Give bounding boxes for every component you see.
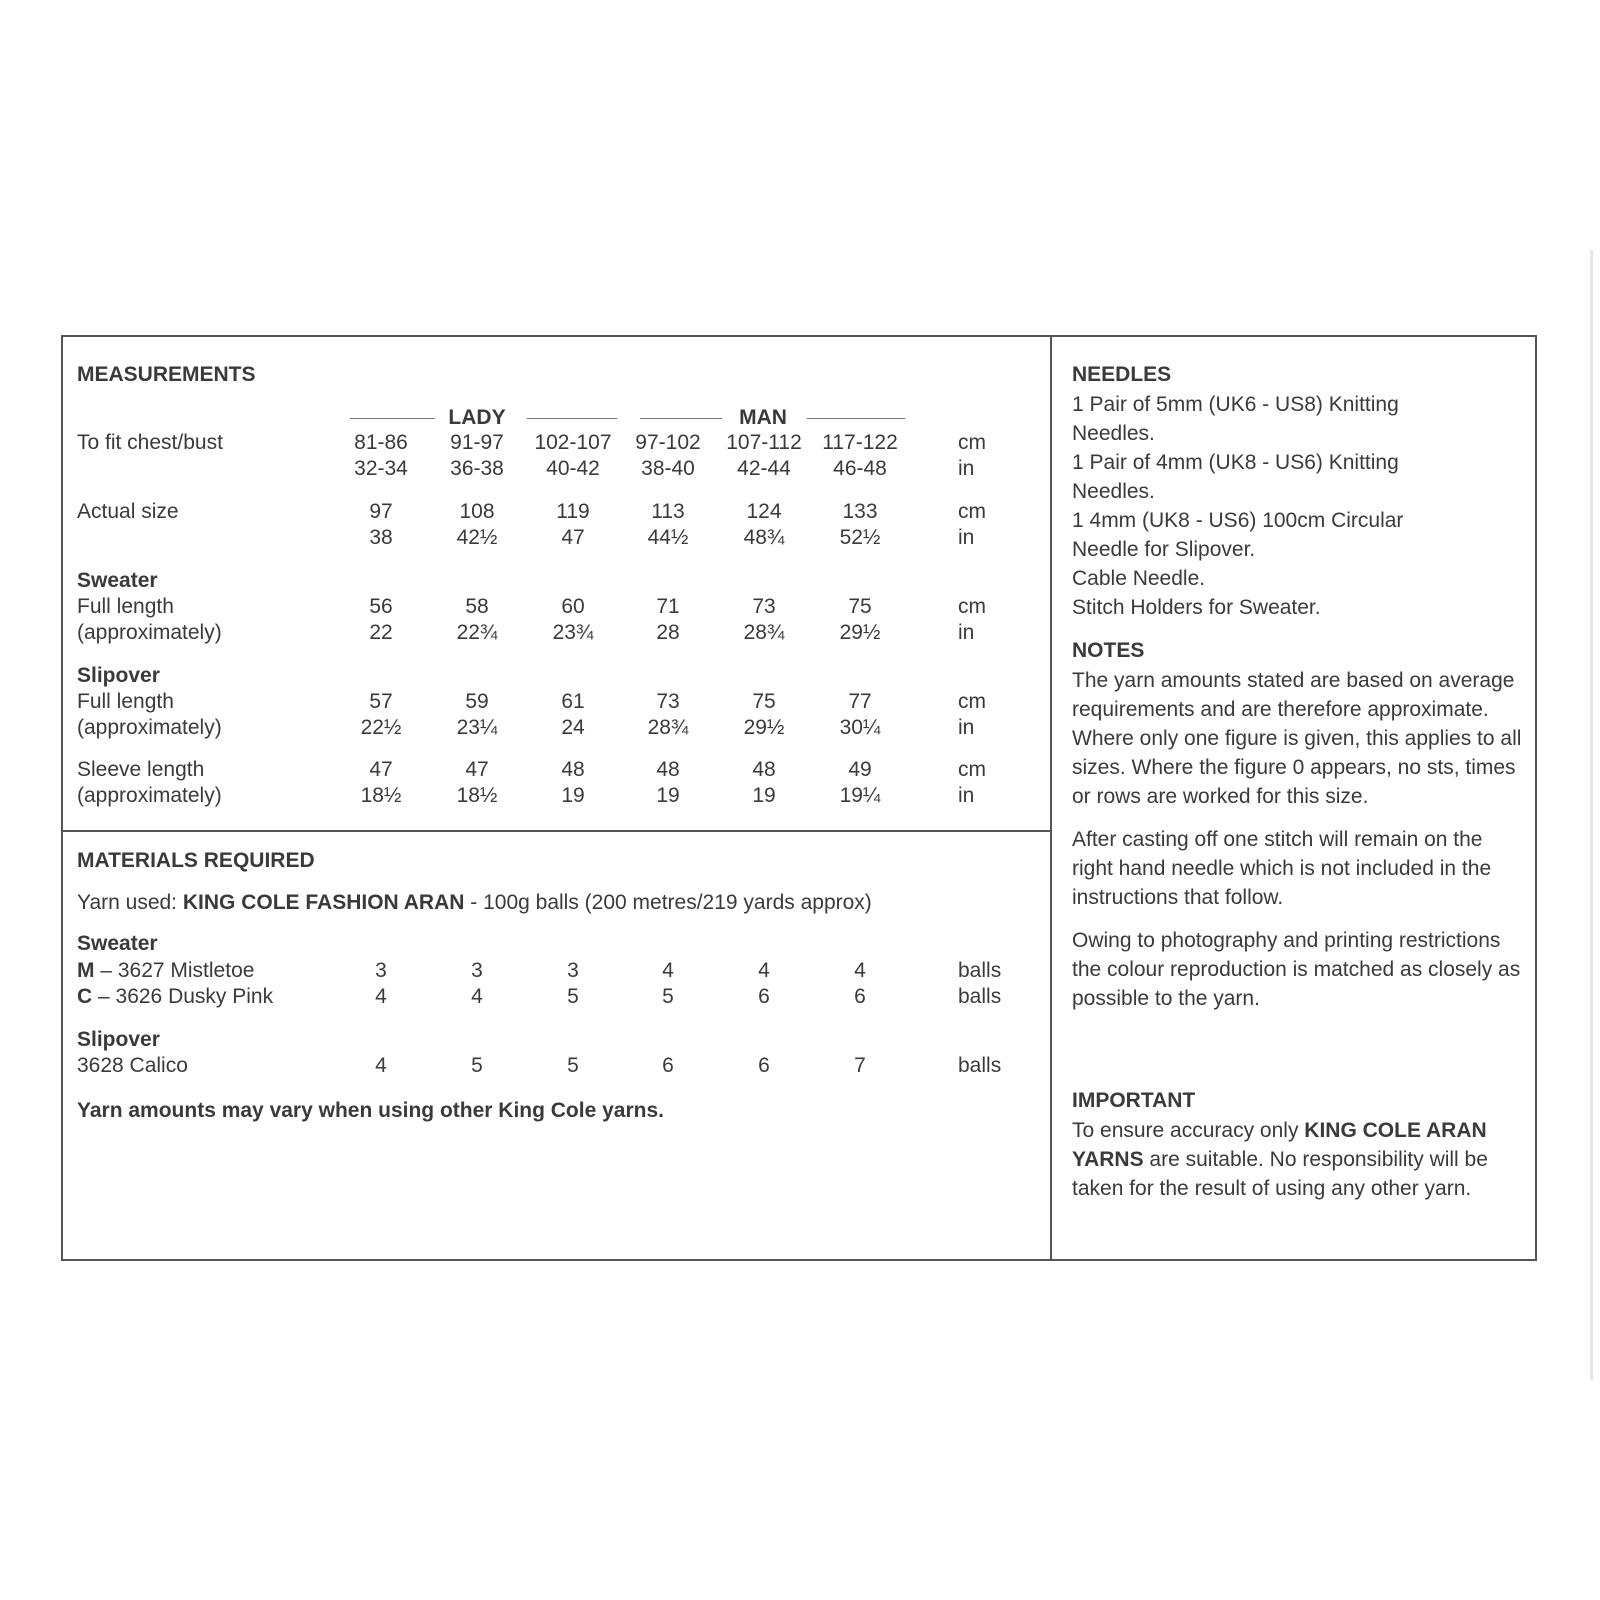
mistletoe-balls: 4 [758,959,770,982]
balls-unit: balls [958,1054,1002,1077]
dusky-pink-balls: 4 [375,985,387,1008]
balls-unit: balls [958,985,1002,1008]
in-value: 23¾ [552,621,594,644]
yarn-spec: - 100g balls (200 metres/219 yards approx) [464,891,872,914]
in-unit: in [958,784,975,807]
dusky-pink-balls: 6 [854,985,866,1008]
man-group-label: MAN [739,406,787,429]
column-divider [1050,335,1052,1261]
dusky-pink-balls: 4 [471,985,483,1008]
cm-value: 97-102 [635,431,701,454]
important-pre: To ensure accuracy only [1072,1119,1305,1142]
needle-line: 1 4mm (UK8 - US6) 100cm Circular [1072,509,1404,532]
in-unit: in [958,457,975,480]
cm-value: 108 [459,500,495,523]
in-value: 29½ [743,716,785,739]
in-value: 22¾ [456,621,498,644]
cm-value: 133 [842,500,878,523]
cm-value: 102-107 [534,431,612,454]
in-value: 47 [561,526,585,549]
cm-value: 47 [465,758,489,781]
cm-value: 73 [656,690,680,713]
needle-line: 1 Pair of 5mm (UK6 - US8) Knitting [1072,393,1399,416]
in-unit: in [958,716,975,739]
measurements-title: MEASUREMENTS [77,363,256,386]
mistletoe-balls: 3 [375,959,387,982]
cm-value: 61 [561,690,585,713]
yarn-name: KING COLE FASHION ARAN [182,891,465,914]
dusky-pink-balls: 5 [567,985,579,1008]
in-value: 28 [656,621,680,644]
slipover-yarn-heading: Slipover [77,1028,160,1051]
cm-value: 56 [369,595,393,618]
cm-value: 73 [752,595,776,618]
cm-value: 81-86 [354,431,408,454]
cm-value: 124 [746,500,782,523]
important-brand: KING COLE ARAN YARNS [1072,1119,1487,1171]
needle-line: Needle for Slipover. [1072,538,1256,561]
needle-line: Cable Needle. [1072,567,1206,590]
calico-balls: 5 [471,1054,483,1077]
cm-value: 48 [656,758,680,781]
in-value: 52½ [839,526,881,549]
needle-line: Needles. [1072,422,1155,445]
sweater-yarn-heading: Sweater [77,932,158,955]
yarn-used-line [77,890,872,916]
row-label-qualifier: (approximately) [77,716,222,739]
in-value: 40-42 [546,457,600,480]
notes-body [1072,666,1522,1013]
yarn-variation-note: Yarn amounts may vary when using other King Cole yarns. [77,1099,664,1122]
in-value: 24 [561,716,585,739]
in-value: 38 [369,526,393,549]
cm-value: 91-97 [450,431,504,454]
calico-balls: 6 [662,1054,674,1077]
cm-value: 48 [752,758,776,781]
in-value: 42½ [456,526,498,549]
mistletoe-text: – 3627 Mistletoe [94,959,255,982]
cm-value: 60 [561,595,585,618]
calico-balls: 4 [375,1054,387,1077]
lady-rule-left [350,418,435,419]
in-value: 48¾ [743,526,785,549]
cm-value: 57 [369,690,393,713]
cm-value: 75 [752,690,776,713]
notes-paragraph-1: The yarn amounts stated are based on average requirements and are therefore approximate. Where only one figure is given, this applies to all sizes. Where the figure 0 appears, no sts, times or rows are worked for this size. [1072,669,1522,808]
cm-value: 107-112 [726,431,802,454]
notes-title: NOTES [1072,639,1145,662]
in-value: 19 [752,784,776,807]
needles-title: NEEDLES [1072,363,1172,386]
mistletoe-balls: 4 [662,959,674,982]
needle-line: Needles. [1072,480,1155,503]
cm-value: 113 [651,500,685,523]
in-value: 42-44 [737,457,791,480]
contrast-colour-code: C [77,985,93,1008]
calico-balls: 5 [567,1054,579,1077]
in-value: 22½ [360,716,402,739]
main-colour-code: M [77,959,95,982]
notes-paragraph-2: After casting off one stitch will remain on the right hand needle which is not included in the instructions that follow. [1072,828,1492,909]
dusky-pink-text: – 3626 Dusky Pink [92,985,274,1008]
needle-line: Stitch Holders for Sweater. [1072,596,1321,619]
man-rule-right [807,418,905,419]
cm-value: 119 [556,500,590,523]
row-label: To fit chest/bust [77,431,223,454]
cm-value: 58 [465,595,489,618]
dusky-pink-balls: 5 [662,985,674,1008]
in-value: 44½ [647,526,689,549]
cm-value: 117-122 [822,431,898,454]
in-value: 19 [656,784,680,807]
mistletoe-label [77,958,254,984]
in-value: 30¼ [839,716,881,739]
in-value: 18½ [456,784,498,807]
cm-value: 97 [369,500,393,523]
in-value: 36-38 [450,457,504,480]
in-value: 46-48 [833,457,887,480]
row-label: Sleeve length [77,758,205,781]
cm-value: 71 [656,595,680,618]
row-label-qualifier: (approximately) [77,621,222,644]
in-value: 32-34 [354,457,408,480]
in-value: 38-40 [641,457,695,480]
needle-line: 1 Pair of 4mm (UK8 - US6) Knitting [1072,451,1399,474]
in-value: 29½ [839,621,881,644]
lady-group-label: LADY [448,406,506,429]
calico-label: 3628 Calico [77,1054,188,1077]
cm-value: 47 [369,758,393,781]
important-title: IMPORTANT [1072,1089,1196,1112]
row-section-heading: Slipover [77,664,160,687]
in-value: 18½ [360,784,402,807]
row-section-heading: Sweater [77,569,158,592]
materials-title: MATERIALS REQUIRED [77,849,315,872]
important-body [1072,1116,1522,1203]
mistletoe-balls: 3 [471,959,483,982]
cm-unit: cm [958,595,986,618]
page-edge [1590,250,1593,1380]
yarn-used-prefix: Yarn used: [77,891,178,914]
in-unit: in [958,621,975,644]
mistletoe-balls: 4 [854,959,866,982]
in-value: 28¾ [647,716,689,739]
cm-value: 48 [561,758,585,781]
in-value: 28¾ [743,621,785,644]
mistletoe-balls: 3 [567,959,579,982]
in-value: 19 [561,784,585,807]
man-rule-left [640,418,722,419]
row-label: Full length [77,690,174,713]
cm-value: 75 [848,595,872,618]
section-divider [61,830,1052,832]
important-post: are suitable. No responsibility will be taken for the result of using any other yarn. [1072,1148,1488,1200]
cm-value: 77 [848,690,872,713]
notes-paragraph-3: Owing to photography and printing restrictions the colour reproduction is matched as closely as possible to the yarn. [1072,929,1521,1010]
dusky-pink-balls: 6 [758,985,770,1008]
cm-unit: cm [958,758,986,781]
cm-unit: cm [958,690,986,713]
row-label-qualifier: (approximately) [77,784,222,807]
calico-balls: 7 [854,1054,866,1077]
dusky-pink-label [77,984,273,1010]
in-value: 23¼ [456,716,498,739]
lady-rule-right [527,418,617,419]
row-label: Actual size [77,500,179,523]
cm-value: 49 [848,758,872,781]
balls-unit: balls [958,959,1002,982]
in-value: 22 [369,621,393,644]
row-label: Full length [77,595,174,618]
cm-unit: cm [958,500,986,523]
in-value: 19¼ [839,784,881,807]
cm-unit: cm [958,431,986,454]
cm-value: 59 [465,690,489,713]
in-unit: in [958,526,975,549]
calico-balls: 6 [758,1054,770,1077]
